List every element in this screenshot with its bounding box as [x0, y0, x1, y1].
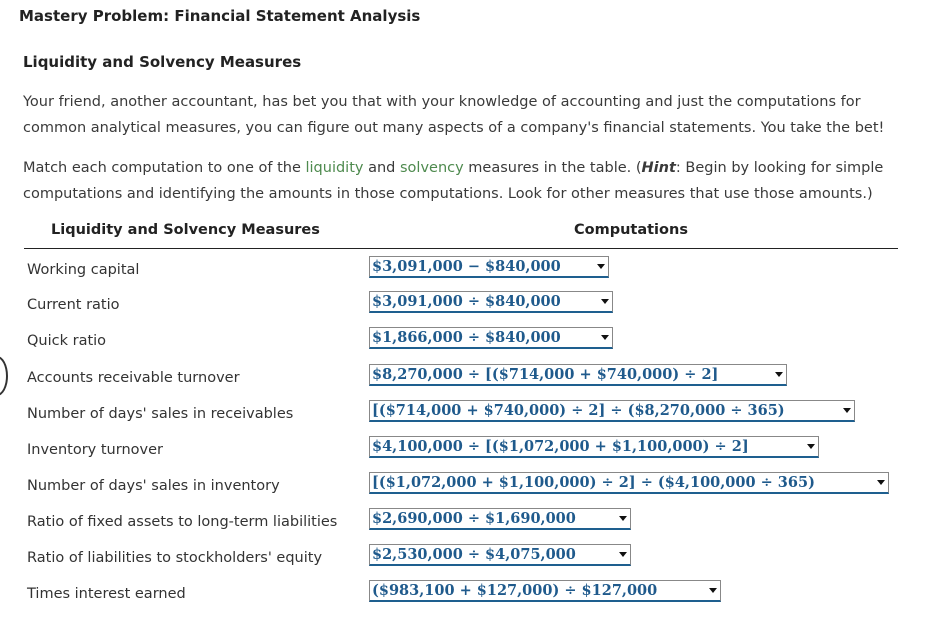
- solvency-term[interactable]: solvency: [399, 160, 464, 176]
- chevron-down-icon: [619, 552, 627, 557]
- measure-label: Quick ratio: [27, 333, 107, 349]
- page-title: Mastery Problem: Financial Statement Analysis: [19, 7, 421, 25]
- chevron-down-icon: [807, 444, 815, 449]
- chevron-down-icon: [601, 335, 609, 340]
- table-header: [24, 221, 898, 249]
- measure-label: Number of days' sales in receivables: [27, 406, 294, 422]
- chevron-down-icon: [775, 372, 783, 377]
- computation-value: [($1,072,000 + $1,100,000) ÷ 2] ÷ ($4,100,000 ÷ 365): [372, 474, 815, 491]
- table-row: [0, 472, 952, 502]
- table-row: [0, 436, 952, 466]
- table-row: [0, 400, 952, 430]
- measure-label: Working capital: [27, 262, 140, 278]
- table-row: [0, 544, 952, 574]
- chevron-down-icon: [877, 480, 885, 485]
- computation-select[interactable]: [369, 436, 819, 458]
- instructions-text-2: and: [363, 160, 400, 176]
- measure-label: Current ratio: [27, 297, 120, 313]
- computation-select[interactable]: [369, 291, 613, 313]
- computation-value: [($714,000 + $740,000) ÷ 2] ÷ ($8,270,000 ÷ 365): [372, 402, 785, 419]
- measure-label: Number of days' sales in inventory: [27, 478, 280, 494]
- computation-value: ($983,100 + $127,000) ÷ $127,000: [372, 582, 658, 599]
- computation-value: $2,690,000 ÷ $1,690,000: [372, 510, 576, 527]
- table-row: [0, 291, 952, 321]
- chevron-down-icon: [843, 408, 851, 413]
- computation-select[interactable]: [369, 364, 787, 386]
- computation-select[interactable]: [369, 327, 613, 349]
- chevron-down-icon: [619, 516, 627, 521]
- instructions-text-1: Match each computation to one of the: [23, 160, 306, 176]
- measure-label: Times interest earned: [27, 586, 186, 602]
- instructions-paragraph: [23, 155, 928, 207]
- header-measures: Liquidity and Solvency Measures: [51, 222, 320, 238]
- instructions-text-3: measures in the table. (: [463, 160, 642, 176]
- chevron-down-icon: [709, 588, 717, 593]
- measure-label: Ratio of fixed assets to long-term liabilities: [27, 514, 338, 530]
- computation-select[interactable]: [369, 508, 631, 530]
- computation-value: $8,270,000 ÷ [($714,000 + $740,000) ÷ 2]: [372, 366, 719, 383]
- table-row: [0, 327, 952, 357]
- table-row: [0, 256, 952, 286]
- table-row: [0, 364, 952, 394]
- measure-label: Inventory turnover: [27, 442, 163, 458]
- computation-value: $3,091,000 ÷ $840,000: [372, 293, 561, 310]
- chevron-down-icon: [601, 299, 609, 304]
- computation-value: $4,100,000 ÷ [($1,072,000 + $1,100,000) ÷ 2]: [372, 438, 749, 455]
- intro-paragraph: Your friend, another accountant, has bet you that with your knowledge of accounting and just the computations for common analytical measures, you can figure out many aspects of a company's financial statements. You take the bet!: [23, 94, 885, 136]
- computation-select[interactable]: [369, 580, 721, 602]
- header-computations: Computations: [574, 222, 688, 238]
- table-row: [0, 580, 952, 610]
- measure-label: Accounts receivable turnover: [27, 370, 240, 386]
- section-title: Liquidity and Solvency Measures: [23, 53, 302, 71]
- measure-label: Ratio of liabilities to stockholders' equity: [27, 550, 323, 566]
- computation-value: $1,866,000 ÷ $840,000: [372, 329, 561, 346]
- computation-value: $3,091,000 − $840,000: [372, 258, 561, 275]
- instructions-text-4: : Begin by looking for simple computations and identifying the amounts in those computations. Look for other measures that use those amounts.): [23, 160, 884, 202]
- computation-select[interactable]: [369, 472, 889, 494]
- computation-value: $2,530,000 ÷ $4,075,000: [372, 546, 576, 563]
- computation-select[interactable]: [369, 544, 631, 566]
- liquidity-term[interactable]: liquidity: [305, 160, 364, 176]
- computation-select[interactable]: [369, 256, 609, 278]
- computation-select[interactable]: [369, 400, 855, 422]
- table-row: [0, 508, 952, 538]
- hint-label: Hint: [641, 160, 676, 176]
- chevron-down-icon: [597, 264, 605, 269]
